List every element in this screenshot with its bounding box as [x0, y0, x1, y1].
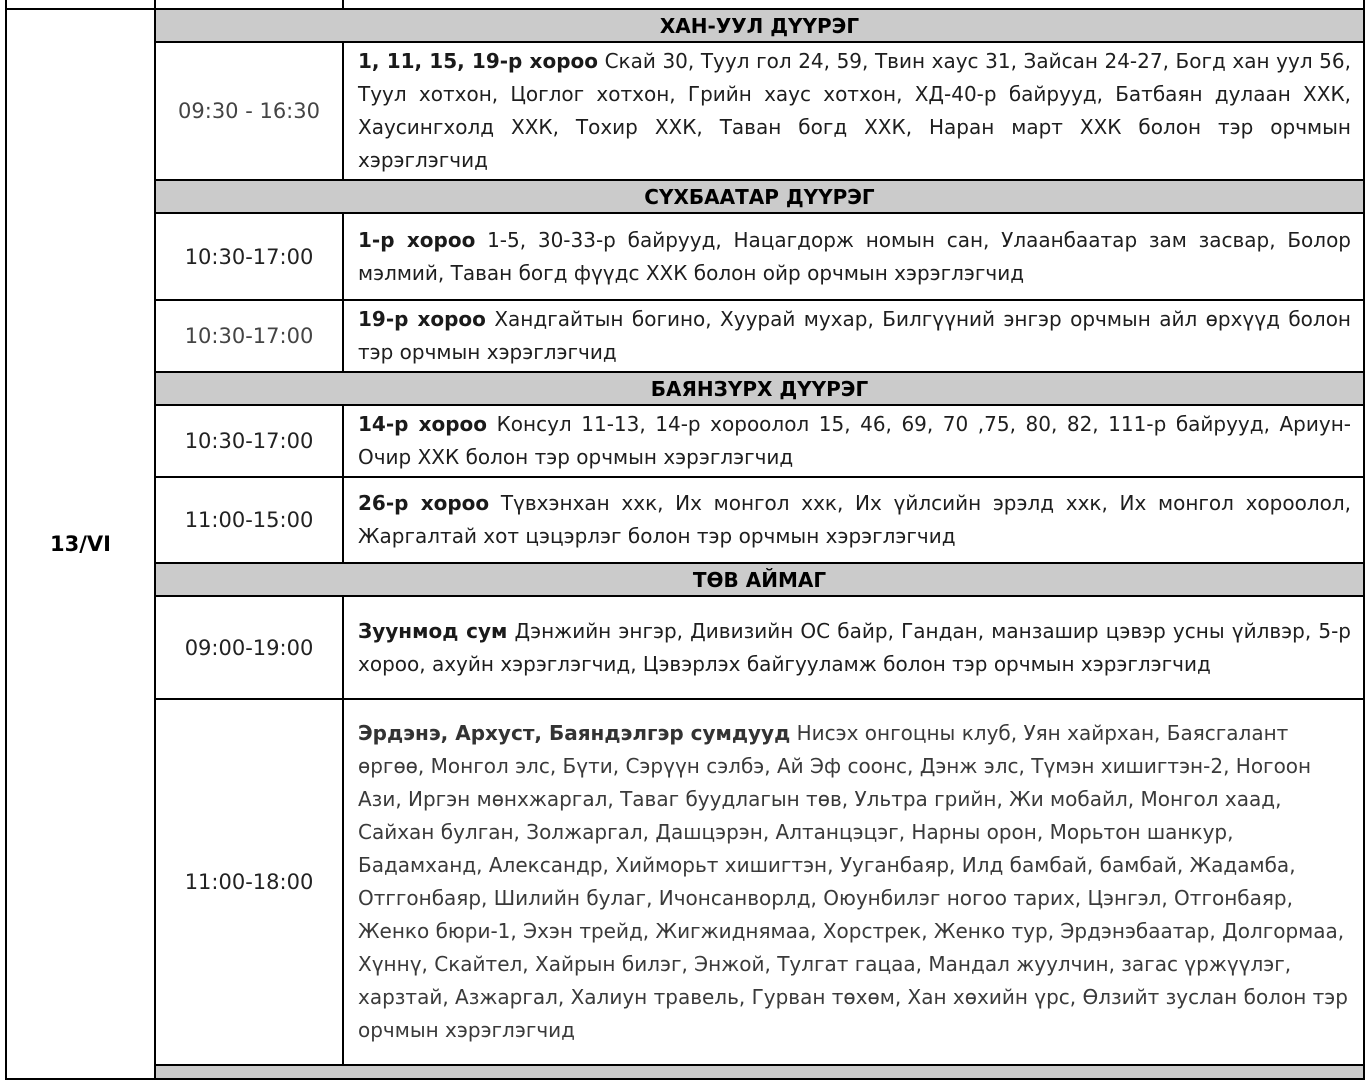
table-row	[6, 699, 1364, 1065]
section-header-row	[6, 563, 1364, 596]
time-cell: 09:00-19:00	[155, 596, 343, 699]
area-details: Дэнжийн энгэр, Дивизийн ОС байр, Гандан, манзашир цэвэр усны үйлвэр, 5-р хороо, ахуйн хэрэглэгчид, Цэвэрлэх байгууламж болон тэр орчмын хэрэглэгчид	[358, 618, 1352, 676]
section-header-row	[6, 372, 1364, 405]
description-cell	[343, 596, 1364, 699]
top-stub-desc	[343, 0, 1364, 9]
time-cell: 11:00-15:00	[155, 477, 343, 563]
area-label: 26-р хороо	[358, 491, 490, 515]
description-cell	[343, 42, 1364, 180]
description-cell	[343, 477, 1364, 563]
area-label: 1, 11, 15, 19-р хороо	[358, 49, 598, 73]
section-header-row	[6, 9, 1364, 42]
time-cell: 10:30-17:00	[155, 405, 343, 477]
area-label: 1-р хороо	[358, 227, 476, 252]
time-cell: 10:30-17:00	[155, 213, 343, 300]
area-label: Эрдэнэ, Архуст, Баяндэлгэр сумдууд	[358, 721, 791, 745]
description-cell	[343, 213, 1364, 300]
description-cell	[343, 699, 1364, 1065]
bottom-stub	[155, 1065, 1364, 1079]
bottom-cutoff-row	[6, 1065, 1364, 1079]
description-cell	[343, 405, 1364, 477]
section-title: БАЯНЗҮРХ ДҮҮРЭГ	[155, 372, 1364, 405]
area-details: Нисэх онгоцны клуб, Уян хайрхан, Баясгалант өргөө, Монгол элс, Бүти, Сэрүүн сэлбэ, Ай Эф соонс, Дэнж элс, Түмэн хишигтэн-2, Ногоон Ази, Иргэн мөнхжаргал, Таваг буудлагын төв, Ультра грийн, Жи мобайл, Монгол хаад, Сайхан булган, Золжаргал, Дашцэрэн, Алтанцэцэг, Нарны орон, Морьтон шанкур, Бадамханд, Александр, Хийморьт хишигтэн, Ууганбаяр, Илд бамбай, бамбай, Жадамба, Отггонбаяр, Шилийн булаг, Ичонсанворлд, Оюунбилэг ногоо тарих, Цэнгэл, Отгонбаяр, Женко бюри-1, Эхэн трейд, Жигжиднямаа, Хорстрек, Женко тур, Эрдэнэбаатар, Долгормаа, Хүннү, Скайтел, Хайрын билэг, Энжой, Тулгат гацаа, Мандал жуулчин, загас үржүүлэг, харзтай, Азжаргал, Халиун травель, Гурван төхөм, Хан хөхийн үрс, Өлзийт зуслан болон тэр орчмын хэрэглэгчид	[358, 721, 1348, 1042]
date-cell: 13/VI	[6, 9, 155, 1079]
table-row	[6, 477, 1364, 563]
area-details: Консул 11-13, 14-р хороолол 15, 46, 69, 70 ,75, 80, 82, 111-р байрууд, Ариун-Очир ХХК болон тэр орчмын хэрэглэгчид	[358, 412, 1351, 469]
area-details: Түвхэнхан ххк, Их монгол ххк, Их үйлсийн эрэлд ххк, Их монгол хороолол, Жаргалтай хот цэцэрлэг болон тэр орчмын хэрэглэгчид	[358, 491, 1351, 548]
section-title: СҮХБААТАР ДҮҮРЭГ	[155, 180, 1364, 213]
area-label: 14-р хороо	[358, 412, 488, 436]
time-cell: 10:30-17:00	[155, 300, 343, 372]
section-title: ХАН-УУЛ ДҮҮРЭГ	[155, 9, 1364, 42]
area-details: Скай 30, Туул гол 24, 59, Твин хаус 31, Зайсан 24-27, Богд хан уул 56, Туул хотхон, Цоглог хотхон, Грийн хаус хотхон, ХД-40-р байрууд, Батбаян дулаан ХХК, Хаусингхолд ХХК, Тохир ХХК, Таван богд ХХК, Наран март ХХК болон тэр орчмын хэрэглэгчид	[358, 49, 1351, 172]
time-cell: 11:00-18:00	[155, 699, 343, 1065]
table-row	[6, 300, 1364, 372]
area-details: 1-5, 30-33-р байрууд, Нацагдорж номын сан, Улаанбаатар зам засвар, Болор мэлмий, Таван богд фүүдс ХХК болон ойр орчмын хэрэглэгчид	[358, 227, 1351, 285]
top-cutoff-row	[6, 0, 1364, 9]
section-title: ТӨВ АЙМАГ	[155, 563, 1364, 596]
schedule-table	[5, 0, 1365, 1080]
table-row	[6, 405, 1364, 477]
top-stub-date	[6, 0, 155, 9]
area-label: 19-р хороо	[358, 307, 486, 331]
description-cell	[343, 300, 1364, 372]
table-row	[6, 596, 1364, 699]
time-cell: 09:30 - 16:30	[155, 42, 343, 180]
top-stub-time	[155, 0, 343, 9]
table-row	[6, 213, 1364, 300]
section-header-row	[6, 180, 1364, 213]
area-label: Зуунмод сум	[358, 618, 508, 643]
area-details: Хандгайтын богино, Хуурай мухар, Билгүүний энгэр орчмын айл өрхүүд болон тэр орчмын хэрэглэгчид	[358, 307, 1352, 364]
table-row	[6, 42, 1364, 180]
